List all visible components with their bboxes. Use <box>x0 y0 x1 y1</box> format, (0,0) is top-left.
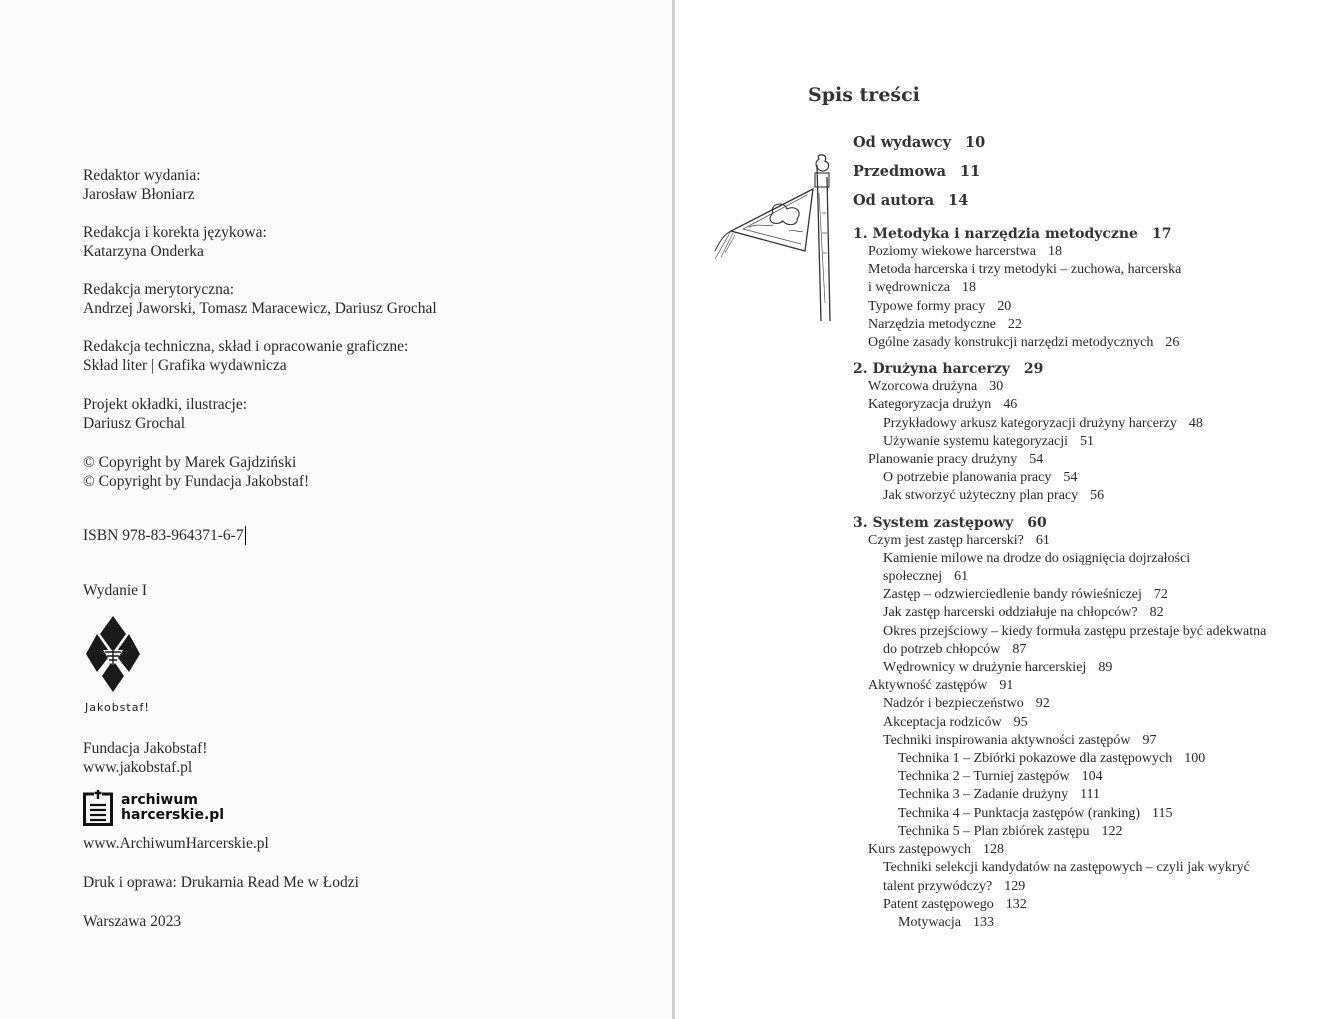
toc-section-line <box>898 823 1313 841</box>
archive-url[interactable]: www.ArchiwumHarcerskie.pl <box>83 835 269 852</box>
toc-section-line <box>868 451 1313 469</box>
toc-section-page: 95 <box>1013 714 1028 730</box>
toc-section-label: Czym jest zastęp harcerski? <box>868 532 1024 548</box>
toc-chapter-page: 29 <box>1023 361 1044 378</box>
toc-section-line <box>898 805 1313 823</box>
fleur-de-lis-icon <box>85 614 141 694</box>
toc-section-label: Technika 1 – Zbiórki pokazowe dla zastępowych <box>898 751 1173 767</box>
place-year: Warszawa 2023 <box>83 913 182 930</box>
language-editing-name: Katarzyna Onderka <box>83 243 204 260</box>
foundation-url[interactable]: www.jakobstaf.pl <box>83 759 193 776</box>
toc-section-line <box>898 914 1313 932</box>
toc-section-entry[interactable] <box>853 805 1313 823</box>
toc-section-line <box>883 859 1313 877</box>
toc-section-line <box>868 841 1313 859</box>
archiwum-logo-line2: harcerskie.pl <box>121 807 225 823</box>
toc-section-label: O potrzebie planowania pracy <box>883 470 1052 486</box>
toc-section-label: Kamienie milowe na drodze do osiągnięcia dojrzałości <box>883 550 1191 566</box>
toc-section-line <box>868 378 1313 396</box>
toc-section-entry[interactable] <box>853 451 1313 469</box>
cover-design-block <box>83 395 247 433</box>
toc-section-entry[interactable] <box>853 750 1313 768</box>
toc-section-label: Techniki selekcji kandydatów na zastępowych – czyli jak wykryć <box>883 860 1250 876</box>
toc-section-page: 92 <box>1035 696 1050 712</box>
toc-section-page: 111 <box>1080 787 1101 803</box>
isbn-line[interactable] <box>83 526 246 545</box>
toc-section-page: 100 <box>1184 751 1206 767</box>
toc-section-entry[interactable] <box>853 378 1313 396</box>
toc-section-entry[interactable] <box>853 415 1313 433</box>
toc-section-entry[interactable] <box>853 261 1313 297</box>
toc-entry-page: 14 <box>948 192 969 209</box>
toc-section-label: Używanie systemu kategoryzacji <box>883 433 1069 449</box>
editor-label: Redaktor wydania: <box>83 167 201 184</box>
toc-section-page: 48 <box>1188 415 1203 431</box>
toc-section-label: Akceptacja rodziców <box>883 714 1002 730</box>
toc-section-page: 115 <box>1152 805 1173 821</box>
toc-section-label: Patent zastępowego <box>883 896 994 912</box>
toc-entry-label: Przedmowa <box>853 163 947 180</box>
toc-section-label: Technika 5 – Plan zbiórek zastępu <box>898 823 1090 839</box>
technical-editing-label: Redakcja techniczna, skład i opracowanie graficzne: <box>83 338 409 355</box>
isbn: ISBN 978-83-964371-6-7 <box>83 527 244 544</box>
toc-chapter-label: 1. Metodyka i narzędzia metodyczne <box>853 226 1138 242</box>
content-editing-label: Redakcja merytoryczna: <box>83 281 235 298</box>
toc-section-page: 128 <box>983 842 1005 858</box>
toc-entry-label: Od autora <box>853 192 935 209</box>
toc-chapter-label: 3. System zastępowy <box>853 514 1014 531</box>
toc-section-page: 22 <box>1007 316 1022 332</box>
print-info: Druk i oprawa: Drukarnia Read Me w Łodzi <box>83 874 359 891</box>
toc-section-label: do potrzeb chłopców <box>883 641 1001 657</box>
toc-section-line <box>868 298 1313 316</box>
toc-list <box>853 130 1313 932</box>
technical-editing-block <box>83 337 408 375</box>
toc-front-matter-entry[interactable] <box>853 159 1313 188</box>
toc-section-label: Technika 3 – Zadanie drużyny <box>898 787 1069 803</box>
toc-section-line <box>868 334 1313 352</box>
toc-section-label: Zastęp – odzwierciedlenie bandy rówieśniczej <box>883 587 1142 603</box>
toc-section-entry[interactable] <box>853 433 1313 451</box>
toc-section-line <box>883 586 1313 604</box>
cover-design-label: Projekt okładki, ilustracje: <box>83 396 248 413</box>
toc-section-entry[interactable] <box>853 786 1313 804</box>
toc-section-entry[interactable] <box>853 623 1313 659</box>
toc-section-line <box>883 714 1313 732</box>
toc-section-label: Metoda harcerska i trzy metodyki – zuchowa, harcerska <box>868 262 1182 278</box>
editor-block <box>83 166 201 204</box>
document-cross-icon <box>83 790 113 826</box>
toc-section-entry[interactable] <box>853 896 1313 914</box>
cover-design-name: Dariusz Grochal <box>83 415 185 432</box>
toc-section-page: 104 <box>1081 769 1103 785</box>
toc-section-line <box>883 878 1313 896</box>
toc-section-entry[interactable] <box>853 469 1313 487</box>
toc-entry-page: 11 <box>960 163 981 180</box>
toc-chapter-entry[interactable] <box>853 514 1313 532</box>
toc-section-line <box>898 768 1313 786</box>
toc-section-entry[interactable] <box>853 823 1313 841</box>
toc-section-line <box>883 433 1313 451</box>
toc-chapter-page: 60 <box>1027 514 1047 531</box>
toc-section-entry[interactable] <box>853 659 1313 677</box>
toc-chapter-entry[interactable] <box>853 360 1313 378</box>
toc-page <box>675 0 1344 1019</box>
toc-section-page: 20 <box>997 298 1012 314</box>
toc-section-entry[interactable] <box>853 695 1313 713</box>
toc-section-label: Ogólne zasady konstrukcji narzędzi metodycznych <box>868 335 1154 351</box>
toc-section-label: Przykładowy arkusz kategoryzacji drużyny harcerzy <box>883 415 1177 431</box>
toc-section-label: Kategoryzacja drużyn <box>868 397 992 413</box>
toc-section-page: 87 <box>1012 641 1027 657</box>
toc-section-entry[interactable] <box>853 532 1313 550</box>
toc-section-entry[interactable] <box>853 714 1313 732</box>
toc-chapter-label: 2. Drużyna harcerzy <box>853 361 1010 378</box>
toc-section-label: Technika 4 – Punktacja zastępów (ranking) <box>898 805 1140 821</box>
toc-section-page: 46 <box>1003 397 1018 413</box>
toc-entry-page: 10 <box>965 134 986 151</box>
toc-section-label: społecznej <box>883 569 943 585</box>
toc-section-line <box>883 659 1313 677</box>
toc-section-line <box>883 469 1313 487</box>
toc-section-page: 51 <box>1080 433 1095 449</box>
toc-section-entry[interactable] <box>853 732 1313 750</box>
toc-section-line <box>883 415 1313 433</box>
toc-section-label: Motywacja <box>898 914 961 930</box>
toc-section-page: 54 <box>1029 452 1044 468</box>
toc-section-label: Narzędzia metodyczne <box>868 316 996 332</box>
toc-section-entry[interactable] <box>853 298 1313 316</box>
toc-chapter-page: 17 <box>1151 226 1172 242</box>
toc-front-matter-entry[interactable] <box>853 188 1313 217</box>
toc-section-line <box>868 396 1313 414</box>
scout-flag-icon <box>709 153 837 325</box>
archiwum-logo-line1: archiwum <box>121 792 198 808</box>
toc-section-label: Techniki inspirowania aktywności zastępów <box>883 732 1131 748</box>
content-editing-names: Andrzej Jaworski, Tomasz Maracewicz, Dariusz Grochal <box>83 300 437 317</box>
language-editing-label: Redakcja i korekta językowa: <box>83 224 267 241</box>
toc-front-matter-entry[interactable] <box>853 130 1313 159</box>
toc-section-page: 61 <box>954 569 969 585</box>
toc-section-label: Kurs zastępowych <box>868 842 972 858</box>
copyright-author: © Copyright by Marek Gajdziński <box>83 454 297 471</box>
toc-section-entry[interactable] <box>853 316 1313 334</box>
toc-section-page: 54 <box>1063 470 1078 486</box>
toc-section-line <box>883 896 1313 914</box>
toc-section-line <box>883 604 1313 622</box>
toc-section-label: Jak zastęp harcerski oddziałuje na chłopców? <box>883 605 1138 621</box>
edition: Wydanie I <box>83 582 148 599</box>
language-editing-block <box>83 223 267 261</box>
toc-section-label: Wędrownicy w drużynie harcerskiej <box>883 660 1087 676</box>
copyright-block <box>83 453 309 491</box>
toc-section-entry[interactable] <box>853 487 1313 505</box>
toc-section-entry[interactable] <box>853 914 1313 932</box>
toc-section-entry[interactable] <box>853 841 1313 859</box>
toc-section-line <box>883 732 1313 750</box>
toc-section-label: Okres przejściowy – kiedy formuła zastępu przestaje być adekwatna <box>883 623 1267 639</box>
technical-editing-name: Skład liter | Grafika wydawnicza <box>83 357 287 374</box>
toc-section-entry[interactable] <box>853 677 1313 695</box>
toc-section-page: 30 <box>989 379 1004 395</box>
toc-section-label: Wzorcowa drużyna <box>868 379 978 395</box>
toc-section-line <box>868 677 1313 695</box>
toc-section-page: 89 <box>1098 660 1113 676</box>
toc-section-label: i wędrownicza <box>868 280 951 296</box>
toc-section-page: 129 <box>1004 878 1026 894</box>
toc-section-label: Aktywność zastępów <box>868 678 988 694</box>
toc-section-page: 91 <box>999 678 1014 694</box>
toc-section-label: Planowanie pracy drużyny <box>868 452 1018 468</box>
toc-section-page: 133 <box>972 914 994 930</box>
toc-section-label: Jak stworzyć użyteczny plan pracy <box>883 488 1079 504</box>
toc-section-entry[interactable] <box>853 768 1313 786</box>
toc-section-line <box>898 750 1313 768</box>
content-editing-block <box>83 280 437 318</box>
toc-section-page: 18 <box>1047 244 1062 259</box>
toc-section-line <box>868 532 1313 550</box>
toc-chapter-entry[interactable] <box>853 225 1313 243</box>
toc-section-line <box>883 568 1313 586</box>
toc-section-entry[interactable] <box>853 859 1313 895</box>
toc-section-page: 56 <box>1090 488 1105 504</box>
foundation-block <box>83 739 207 777</box>
toc-section-label: Poziomy wiekowe harcerstwa <box>868 244 1036 259</box>
toc-section-line <box>868 316 1313 334</box>
toc-section-page: 82 <box>1149 605 1164 621</box>
archiwum-logo-text <box>121 793 224 823</box>
toc-title: Spis treści <box>808 84 920 106</box>
text-cursor <box>245 526 246 545</box>
toc-section-page: 132 <box>1005 896 1027 912</box>
toc-section-entry[interactable] <box>853 550 1313 586</box>
archiwum-harcerskie-logo <box>83 790 224 826</box>
toc-section-line <box>883 695 1313 713</box>
toc-section-page: 122 <box>1101 823 1123 839</box>
toc-section-line <box>868 279 1313 297</box>
toc-section-page: 97 <box>1142 732 1157 748</box>
toc-section-label: Typowe formy pracy <box>868 298 986 314</box>
toc-section-line <box>883 641 1313 659</box>
toc-section-page: 61 <box>1035 532 1050 548</box>
toc-section-entry[interactable] <box>853 604 1313 622</box>
copyright-foundation: © Copyright by Fundacja Jakobstaf! <box>83 473 310 490</box>
toc-section-line <box>883 623 1313 641</box>
toc-section-page: 18 <box>962 280 977 296</box>
toc-section-entry[interactable] <box>853 586 1313 604</box>
toc-section-line <box>868 243 1313 261</box>
toc-section-line <box>883 487 1313 505</box>
toc-section-label: Technika 2 – Turniej zastępów <box>898 769 1070 785</box>
foundation-name: Fundacja Jakobstaf! <box>83 740 208 757</box>
toc-section-entry[interactable] <box>853 243 1313 261</box>
toc-section-entry[interactable] <box>853 396 1313 414</box>
toc-section-line <box>868 261 1313 279</box>
toc-section-line <box>883 550 1313 568</box>
toc-entry-label: Od wydawcy <box>853 134 951 151</box>
jakobstaf-logo-label: Jakobstaf! <box>85 701 150 714</box>
toc-section-label: talent przywódczy? <box>883 878 993 894</box>
toc-section-label: Nadzór i bezpieczeństwo <box>883 696 1024 712</box>
toc-section-page: 26 <box>1165 335 1180 351</box>
toc-section-line <box>898 786 1313 804</box>
toc-section-entry[interactable] <box>853 334 1313 352</box>
jakobstaf-logo <box>85 614 163 714</box>
toc-section-page: 72 <box>1153 587 1168 603</box>
editor-name: Jarosław Błoniarz <box>83 186 195 203</box>
